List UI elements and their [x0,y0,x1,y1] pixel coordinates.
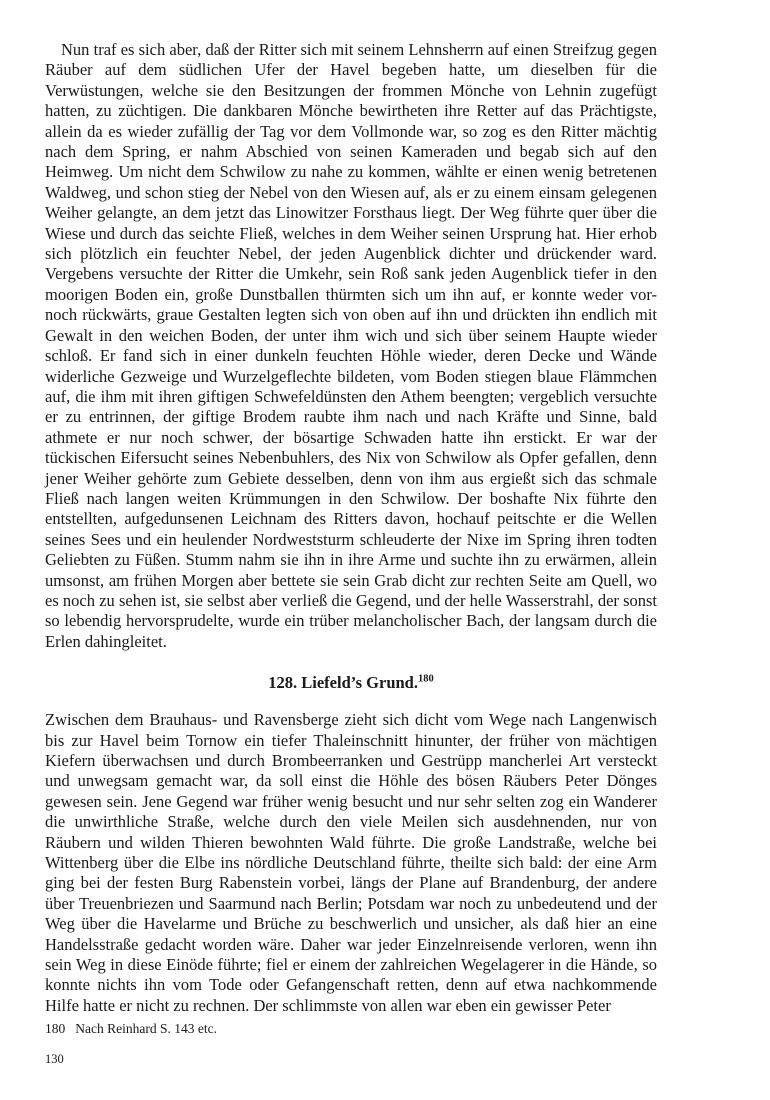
footnote-ref[interactable]: 180 [417,673,434,685]
footnote-number: 180 [45,1021,66,1037]
footnote-text: Nach Reinhard S. 143 etc. [75,1021,217,1037]
page-number: 130 [45,1052,64,1066]
footnote [45,1021,657,1037]
paragraph-1: Nun traf es sich aber, daß der Ritter sich mit seinem Lehnsherrn auf einen Streifzug gegen Räuber auf dem südlichen Ufer der Havel begeben hatte, um dieselben für die Verwüstungen, welche sie den Besitzungen der frommen Mönche von Lehnin zugefügt hatten, zu züchtigen. Die dankbaren Mönche bewirtheten ihre Retter auf das Prächtigste, allein da es wieder zufällig der Tag vor dem Vollmonde war, so zog es den Ritter mächtig nach dem Spring, er nahm Abschied von seinen Kameraden und begab sich auf den Heimweg. Um nicht dem Schwilow zu nahe zu kommen, wählte er einen wenig betretenen Waldweg, und schon stieg der Nebel von den Wiesen auf, als er zu einem einsam gelegenen Weiher gelangte, an dem jetzt das Linowitzer Forsthaus liegt. Der Weg führte quer über die Wiese und durch das seichte Fließ, welches in dem Weiher seinen Ursprung hat. Hier erhob sich plötzlich ein feuchter Nebel, der jeden Augenblick dichter und drückender ward. Vergebens versuchte der Ritter die Umkehr, sein Roß sank jeden Augenblick tiefer in den moorigen Boden ein, große Dunstballen thürmten sich um ihn auf, er konnte weder vor- noch rückwärts, graue Gestalten legten sich von oben auf ihn und drückten ihn endlich mit Gewalt in den weichen Boden, der unter ihm wich und sich über seinem Haupte wieder schloß. Er fand sich in einer dunkeln feuchten Höhle wieder, deren Decke und Wände widerliche Gezweige und Wurzelgeflechte bildeten, vom Boden stiegen blaue Flämmchen auf, die ihm mit ihren giftigen Schwefeldünsten den Athem beengten; vergeblich versuchte er zu entrinnen, der giftige Brodem raubte ihm nach und nach Kräfte und Sinne, bald athmete er nur noch schwer, der bösartige Schwaden hatte ihn erstickt. Er war der tückischen Eifersucht seines Nebenbuhlers, des Nix von Schwilow als Opfer gefallen, denn jener Weiher gehörte zum Gebiete desselben, denn von ihm aus ergießt sich das schmale Fließ nach langen weiten Krümmungen in den Schwilow. Der boshafte Nix führte den entstellten, aufgedunsenen Leichnam des Ritters davon, hochauf peitschte er die Wellen seines Sees und ein heulender Nordweststurm schleuderte der Nixe im Spring ihren todten Geliebten zu Füßen. Stumm nahm sie ihn in ihre Arme und suchte ihn zu erwärmen, allein umsonst, am frühen Morgen aber bettete sie sein Grab dicht zur rechten Seite am Quell, wo es noch zu sehen ist, sie selbst aber verließ die Gegend, und der helle Wasserstrahl, der sonst so lebendig hervorsprudelte, wurde ein trüber melancholischer Bach, der langsam durch die Erlen dahingleitet. [45,40,657,651]
section-heading-text: 128. Liefeld’s Grund. [268,673,418,693]
section-heading [45,673,657,693]
paragraph-2: Zwischen dem Brauhaus- und Ravensberge zieht sich dicht vom Wege nach Langenwisch bis zur Havel beim Tornow ein tiefer Thaleinschnitt hinunter, der früher von mächtigen Kiefern überwachsen und durch Brombeerranken und Gestrüpp mancherlei Art versteckt und unwegsam gemacht war, da soll einst die Höhle des bösen Räubers Peter Dönges gewesen sein. Jene Gegend war früher wenig besucht und nur sehr selten zog ein Wanderer die unwirthliche Straße, welche durch den viele Meilen sich ausdehnenden, nur von Räubern und wilden Thieren bewohnten Wald führte. Die große Landstraße, welche bei Wittenberg über die Elbe ins nördliche Deutschland führte, theilte sich bald: der eine Arm ging bei der festen Burg Rabenstein vorbei, längs der Plane auf Brandenburg, der andere über Treuenbriezen und Saarmund nach Berlin; Potsdam war noch zu unbedeutend und der Weg über die Havelarme und Brüche zu beschwerlich und unsicher, als daß hier an eine Handelsstraße gedacht worden wäre. Daher war jeder Einzelnreisende verloren, wenn ihn sein Weg in diese Einöde führte; fiel er einem der zahlreichen Wegelagerer in die Hände, so konnte nichts ihn vom Tode oder Gefangenschaft retten, denn auf etwa nachkommende Hilfe hatte er nicht zu rechnen. Der schlimmste von allen war eben ein gewisser Peter [45,710,657,1015]
page-body [45,40,657,1037]
